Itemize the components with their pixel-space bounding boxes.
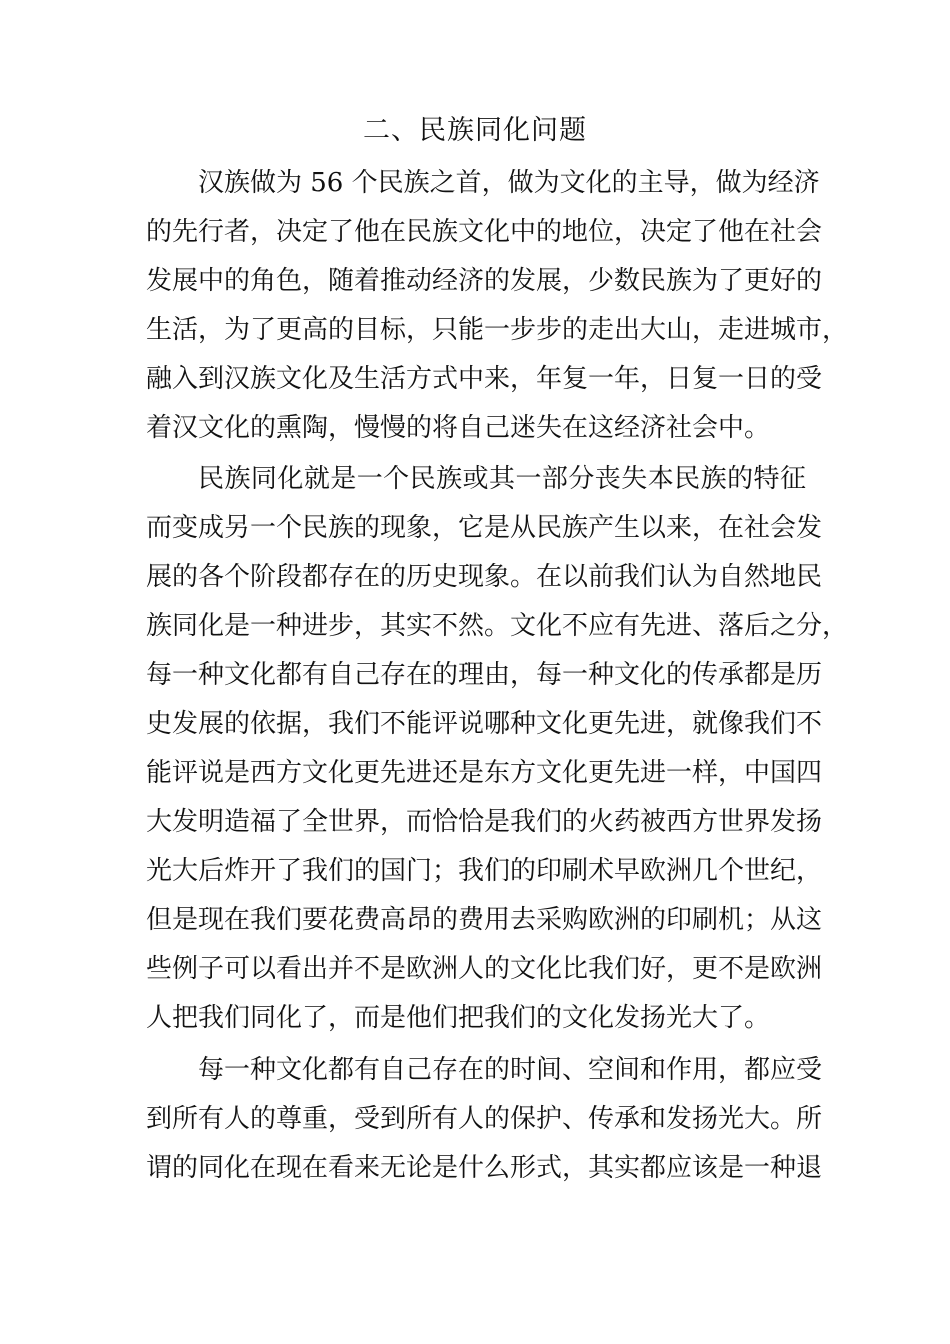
paragraph-line: 史发展的依据，我们不能评说哪种文化更先进，就像我们不	[146, 709, 823, 739]
paragraph-line: 些例子可以看出并不是欧洲人的文化比我们好，更不是欧洲	[146, 954, 823, 984]
paragraph-line: 民族同化就是一个民族或其一部分丧失本民族的特征	[198, 464, 806, 494]
paragraph-line: 展的各个阶段都存在的历史现象。在以前我们认为自然地民	[146, 562, 823, 592]
paragraph-line: 融入到汉族文化及生活方式中来，年复一年，日复一日的受	[146, 364, 823, 394]
paragraph-line: 到所有人的尊重，受到所有人的保护、传承和发扬光大。所	[146, 1104, 823, 1134]
paragraph-line: 族同化是一种进步，其实不然。文化不应有先进、落后之分，	[146, 611, 849, 641]
paragraph-line: 大发明造福了全世界，而恰恰是我们的火药被西方世界发扬	[146, 807, 823, 837]
paragraph-line: 人把我们同化了，而是他们把我们的文化发扬光大了。	[146, 1003, 771, 1033]
paragraph-line: 汉族做为 56 个民族之首，做为文化的主导，做为经济	[198, 168, 820, 198]
paragraph-line: 光大后炸开了我们的国门；我们的印刷术早欧洲几个世纪，	[146, 856, 823, 886]
paragraph-line: 能评说是西方文化更先进还是东方文化更先进一样，中国四	[146, 758, 823, 788]
section-title: 二、民族同化问题	[363, 115, 587, 146]
paragraph-line: 着汉文化的熏陶，慢慢的将自己迷失在这经济社会中。	[146, 413, 771, 443]
paragraph-line: 而变成另一个民族的现象，它是从民族产生以来，在社会发	[146, 513, 823, 543]
paragraph-line: 每一种文化都有自己存在的理由，每一种文化的传承都是历	[146, 660, 823, 690]
paragraph-line: 发展中的角色，随着推动经济的发展，少数民族为了更好的	[146, 266, 823, 296]
paragraph-line: 每一种文化都有自己存在的时间、空间和作用，都应受	[198, 1055, 823, 1085]
paragraph-line: 但是现在我们要花费高昂的费用去采购欧洲的印刷机；从这	[146, 905, 823, 935]
paragraph-line: 生活，为了更高的目标，只能一步步的走出大山，走进城市，	[146, 315, 849, 345]
paragraph-line: 谓的同化在现在看来无论是什么形式，其实都应该是一种退	[146, 1153, 823, 1183]
paragraph-line: 的先行者，决定了他在民族文化中的地位，决定了他在社会	[146, 217, 823, 247]
